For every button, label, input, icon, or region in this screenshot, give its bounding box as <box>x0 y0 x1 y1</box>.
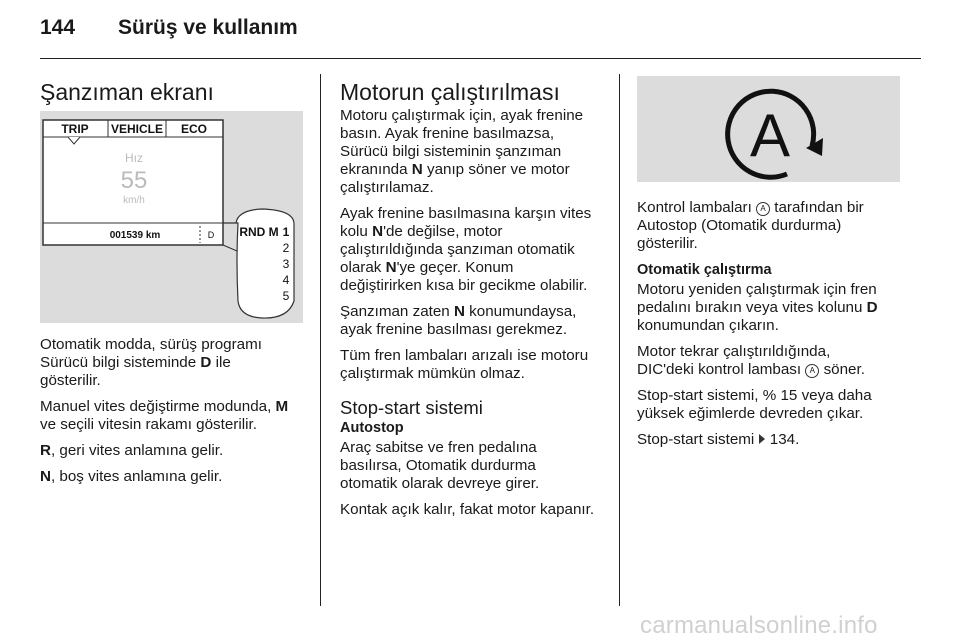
autostop-a-icon <box>637 76 900 182</box>
tab-eco: ECO <box>180 122 208 136</box>
gear-4: 4 <box>282 273 290 287</box>
paragraph: Tüm fren lambaları arızalı ise motoru çalıştırmak mümkün olmaz. <box>340 347 589 382</box>
page-reference-link[interactable]: 134. <box>765 431 800 448</box>
paragraph: Manuel vites değiştirme modunda, M ve seçili vitesin rakamı gösterilir. <box>40 398 289 433</box>
paragraph: Şanzıman zaten N konumundaysa, ayak frenine basılması gerekmez. <box>340 303 577 338</box>
transmission-display-illustration <box>40 111 303 323</box>
paragraph: Kontrol lambaları A tarafından bir Autostop (Otomatik durdurma) gösterilir. <box>637 199 864 252</box>
speed-value: 55 <box>120 167 148 194</box>
paragraph: Araç sabitse ve fren pedalına basılırsa, Otomatik durdurma otomatik olarak devreye girer. <box>340 439 540 492</box>
subsection-title-stop-start: Stop-start sistemi <box>340 397 483 418</box>
autostop-inline-icon: A <box>756 202 770 216</box>
page-reference-icon[interactable] <box>759 434 765 444</box>
column-divider-right <box>619 74 620 606</box>
tab-vehicle: VEHICLE <box>110 122 164 136</box>
paragraph: Motoru çalıştırmak için, ayak frenine basın. Ayak frenine basılmazsa, Sürücü bilgi sisteminin şanzıman ekranında N yanıp söner ve motor çalıştırılamaz. <box>340 107 584 196</box>
left-column-text <box>40 336 315 494</box>
gear-mode-label: RND M <box>239 225 279 239</box>
paragraph: Stop-start sistemi 134. <box>637 431 800 448</box>
paragraph: Stop-start sistemi, % 15 veya daha yüksek eğimlerde devreden çıkar. <box>637 387 872 422</box>
paragraph: N, boş vites anlamına gelir. <box>40 468 223 485</box>
gear-1: 1 <box>282 225 290 239</box>
page-number: 144 <box>40 16 76 39</box>
paragraph: Motor tekrar çalıştırıldığında, DIC'deki kontrol lambası A söner. <box>637 343 865 378</box>
current-gear: D <box>207 230 215 240</box>
column-divider-left <box>320 74 321 606</box>
odometer: 001539 km <box>109 230 161 241</box>
chapter-title: Sürüş ve kullanım <box>118 16 298 39</box>
speed-unit: km/h <box>123 195 145 206</box>
transmission-display-figure <box>40 111 303 323</box>
section-title-engine-start: Motorun çalıştırılması <box>340 79 560 105</box>
watermark: carmanualsonline.info <box>640 612 878 639</box>
subheading-autostop: Autostop <box>340 420 404 436</box>
gear-3: 3 <box>282 257 290 271</box>
middle-column-text <box>340 107 615 527</box>
paragraph: Ayak frenine basılmasına karşın vites kolu N'de değilse, motor çalıştırıldığında şanzıman otomatik olarak N'ye geçer. Konum değiştirirken kısa bir gecikme olabilir. <box>340 205 592 294</box>
indicator-letter: A <box>749 102 791 169</box>
gear-2: 2 <box>282 241 290 255</box>
paragraph: R, geri vites anlamına gelir. <box>40 442 224 459</box>
right-column-text <box>637 199 920 457</box>
speed-label: Hız <box>125 151 143 165</box>
autostop-indicator-figure <box>637 76 900 182</box>
autostop-inline-icon: A <box>805 364 819 378</box>
page-header <box>40 16 298 40</box>
header-rule <box>40 58 921 59</box>
paragraph: Otomatik modda, sürüş programı Sürücü bilgi sisteminde D ile gösterilir. <box>40 336 262 389</box>
tab-trip: TRIP <box>61 122 89 136</box>
paragraph: Motoru yeniden çalıştırmak için fren pedalını bırakın veya vites kolunu D konumundan çıkarın. <box>637 281 878 334</box>
paragraph: Kontak açık kalır, fakat motor kapanır. <box>340 501 595 518</box>
subheading-autostart: Otomatik çalıştırma <box>637 262 772 278</box>
section-title-transmission-display: Şanzıman ekranı <box>40 79 214 105</box>
gear-5: 5 <box>282 289 290 303</box>
